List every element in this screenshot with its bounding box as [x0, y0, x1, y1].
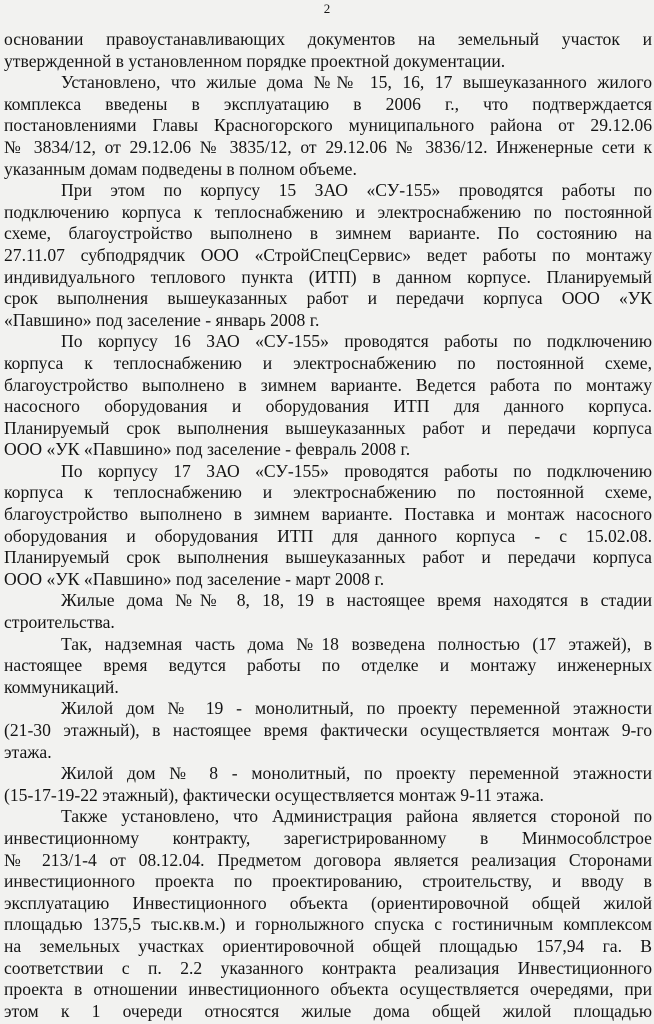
text-line: № 3834/12, от 29.12.06 № 3835/12, от 29.12.06 № 3836/12. Инженерные сети к [4, 136, 652, 157]
text-line: срок выполнения вышеуказанных работ и передачи корпуса ООО «УК [4, 288, 652, 309]
body-text [4, 29, 652, 1022]
text-line: на земельных участках ориентировочной общей площадью 157,94 га. В [4, 935, 652, 956]
text-line: утвержденной в установленном порядке проектной документации. [4, 50, 506, 71]
text-line: Планируемый срок выполнения вышеуказанных работ и передачи корпуса [4, 547, 652, 568]
text-line: инвестиционному контракту, зарегистрированному в Минмособлстрое [4, 827, 652, 848]
text-line: строительства. [4, 612, 115, 633]
text-line: «Павшино» под заселение - январь 2008 г. [4, 309, 320, 330]
text-line: корпуса к теплоснабжению и электроснабжению по постоянной схеме, [4, 482, 652, 503]
text-line: № 213/1-4 от 08.12.04. Предметом договора является реализация Сторонами [4, 849, 652, 870]
text-line: инвестиционного проекта по проектированию, строительству, и вводу в [4, 871, 652, 892]
page-number: 2 [323, 1, 331, 16]
text-line: Жилой дом № 19 - монолитный, по проекту переменной этажности [61, 698, 652, 719]
text-line: При этом по корпусу 15 ЗАО «СУ-155» проводятся работы по [61, 180, 652, 201]
text-line: указанным домам подведены в полном объеме. [4, 158, 357, 179]
text-line: корпуса к теплоснабжению и электроснабжению по постоянной схеме, [4, 352, 652, 373]
text-line: комплекса введены в эксплуатацию в 2006 г., что подтверждается [4, 93, 652, 114]
text-line: благоустройство выполнено в зимнем варианте. Поставка и монтаж насосного [4, 504, 652, 525]
text-line: благоустройство выполнено в зимнем варианте. Ведется работа по монтажу [4, 374, 652, 395]
text-line: Жилые дома №№ 8, 18, 19 в настоящее время находятся в стадии [61, 590, 652, 611]
text-line: постановлениями Главы Красногорского муниципального района от 29.12.06 [4, 115, 652, 136]
text-line: Также установлено, что Администрация района является стороной по [61, 806, 652, 827]
text-line: Жилой дом № 8 - монолитный, по проекту переменной этажности [61, 763, 652, 784]
text-line: Так, надземная часть дома №18 возведена полностью (17 этажей), в [61, 633, 652, 654]
text-line: основании правоустанавливающих документов на земельный участок и [4, 29, 652, 49]
text-line: (15-17-19-22 этажный), фактически осуществляется монтаж 9-11 этажа. [4, 784, 544, 805]
text-line: эксплуатацию Инвестиционного объекта (ориентировочной общей жилой [4, 892, 652, 913]
text-line: ООО «УК «Павшино» под заселение - март 2008 г. [4, 568, 385, 589]
text-line: этом к 1 очереди относятся жилые дома общей жилой площадью [4, 1000, 652, 1021]
text-line: проекта в отношении инвестиционного объекта осуществляется очередями, при [4, 979, 652, 1000]
text-line: насосного оборудования и оборудования ИТП для данного корпуса. [4, 396, 652, 417]
text-line: Установлено, что жилые дома №№ 15, 16, 17 вышеуказанного жилого [61, 72, 652, 93]
text-line: Планируемый срок выполнения вышеуказанных работ и передачи корпуса [4, 417, 652, 438]
text-line: подключению корпуса к теплоснабжению и электроснабжению по постоянной [4, 201, 652, 222]
text-line: схеме, благоустройство выполнено в зимнем варианте. По состоянию на [4, 223, 652, 244]
text-line: площадью 1375,5 тыс.кв.м.) и горнолыжного спуска с гостиничным комплексом [4, 914, 652, 935]
text-line: 27.11.07 субподрядчик ООО «СтройСпецСервис» ведет работы по монтажу [4, 244, 652, 265]
text-line: По корпусу 17 ЗАО «СУ-155» проводятся работы по подключению [61, 460, 652, 481]
text-line: (21-30 этажный), в настоящее время фактически осуществляется монтаж 9-го [4, 720, 652, 740]
text-line: ООО «УК «Павшино» под заселение - февраль 2008 г. [4, 439, 411, 460]
text-line: этажа. [4, 741, 52, 762]
text-line: настоящее время ведутся работы по отделке и монтажу инженерных [4, 655, 652, 676]
text-line: соответствии с п. 2.2 указанного контракта реализация Инвестиционного [4, 957, 652, 978]
text-line: По корпусу 16 ЗАО «СУ-155» проводятся работы по подключению [61, 331, 652, 352]
text-line: коммуникаций. [4, 676, 119, 697]
text-line: индивидуального теплового пункта (ИТП) в данном корпусе. Планируемый [4, 266, 652, 287]
text-line: оборудования и оборудования ИТП для данного корпуса - с 15.02.08. [4, 525, 652, 546]
